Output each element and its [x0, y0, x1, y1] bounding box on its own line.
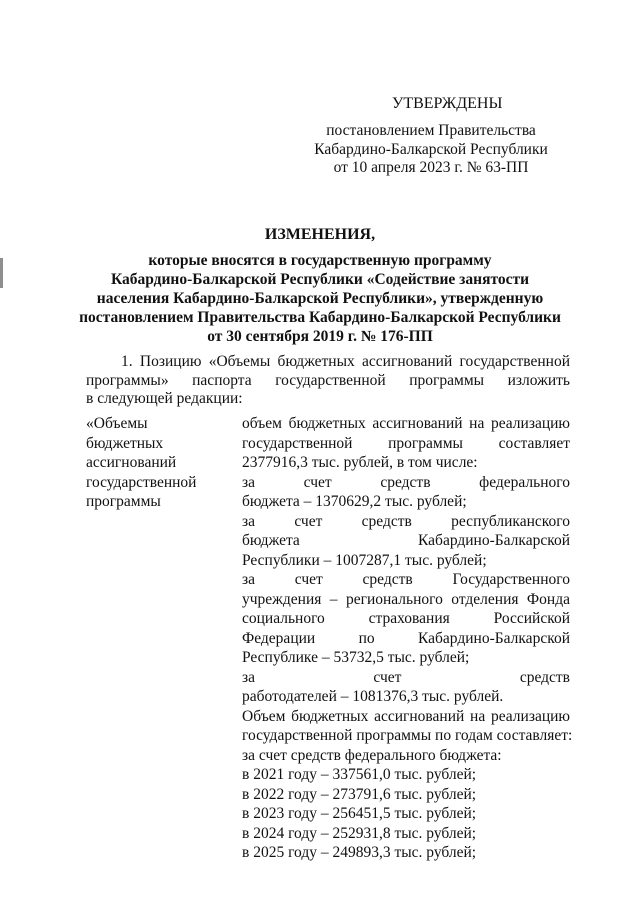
- value-line: государственной программы составляет: [242, 434, 570, 452]
- value-line: Республике – 53732,5 тыс. рублей;: [242, 649, 470, 666]
- value-line: 2377916,3 тыс. рублей, в том числе:: [242, 454, 478, 471]
- subtitle-line: от 30 сентября 2019 г. № 176-ПП: [207, 328, 433, 345]
- paragraph-line: в следующей редакции:: [86, 390, 243, 407]
- subtitle-line: населения Кабардино-Балкарской Республики», утвержденную: [96, 290, 544, 307]
- approval-line: постановлением Правительства: [326, 122, 536, 139]
- value-line: в 2022 году – 273791,6 тыс. рублей;: [242, 785, 477, 803]
- document-subtitle: [0, 251, 640, 346]
- value-line: за счет средств республиканского: [242, 512, 570, 530]
- value-line: в 2025 году – 249893,3 тыс. рублей;: [242, 844, 477, 861]
- table-label-cell: [86, 414, 226, 512]
- value-line: бюджета Кабардино-Балкарской: [242, 532, 570, 549]
- approval-line: Кабардино-Балкарской Республики: [314, 140, 548, 158]
- value-line: в 2024 году – 252931,8 тыс. рублей;: [242, 824, 477, 842]
- label-line: ассигнований: [86, 454, 177, 471]
- value-line: за счет средств Государственного: [242, 571, 570, 588]
- value-line: Республики – 1007287,1 тыс. рублей;: [242, 551, 487, 569]
- subtitle-line: постановлением Правительства Кабардино-Балкарской Республики: [79, 309, 561, 326]
- subtitle-line: которые вносятся в государственную программу: [148, 252, 492, 269]
- value-line: за счет средств: [242, 668, 570, 686]
- table-value-cell: [242, 414, 573, 863]
- approval-details: [300, 122, 562, 178]
- paragraph-line: 1. Позицию «Объемы бюджетных ассигнований государственной: [121, 353, 570, 370]
- value-line: в 2021 году – 337561,0 тыс. рублей;: [242, 766, 477, 783]
- value-line: государственной программы по годам составляет:: [242, 727, 573, 744]
- value-line: Объем бюджетных ассигнований на реализацию: [242, 707, 570, 725]
- label-line: бюджетных: [86, 434, 164, 452]
- value-line: учреждения – регионального отделения Фонда: [242, 590, 570, 608]
- approval-line: от 10 апреля 2023 г. № 63-ПП: [333, 159, 529, 176]
- label-line: «Объемы: [86, 415, 148, 432]
- value-line: за счет средств федерального: [242, 473, 570, 491]
- label-line: программы: [86, 493, 161, 510]
- value-line: за счет средств федерального бюджета:: [242, 746, 502, 764]
- value-line: объем бюджетных ассигнований на реализацию: [242, 415, 570, 432]
- value-line: в 2023 году – 256451,5 тыс. рублей;: [242, 805, 477, 822]
- value-line: социального страхования Российской: [242, 610, 570, 627]
- paragraph-1: [86, 353, 570, 409]
- subtitle-line: Кабардино-Балкарской Республики «Содействие занятости: [110, 271, 530, 288]
- paragraph-line: программы» паспорта государственной программы изложить: [86, 371, 570, 389]
- value-line: Федерации по Кабардино-Балкарской: [242, 629, 570, 647]
- approval-stamp-title: УТВЕРЖДЕНЫ: [392, 95, 503, 112]
- label-line: государственной: [86, 473, 197, 491]
- document-title: ИЗМЕНЕНИЯ,: [264, 226, 376, 243]
- value-line: работодателей – 1081376,3 тыс. рублей.: [242, 688, 504, 705]
- value-line: бюджета – 1370629,2 тыс. рублей;: [242, 493, 467, 510]
